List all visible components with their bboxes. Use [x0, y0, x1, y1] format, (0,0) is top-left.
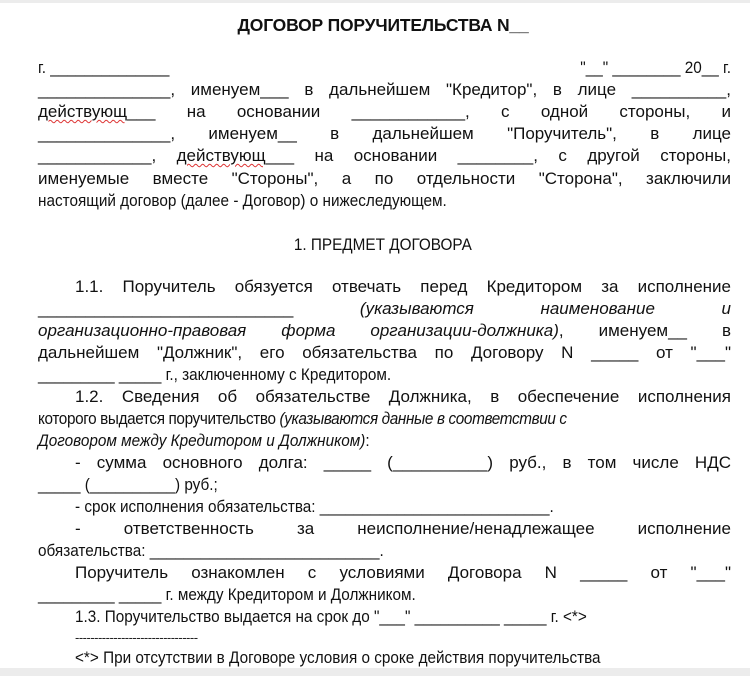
- clause-1-1-line-3: организационно-правовая форма организации-должника), именуем__ в: [38, 321, 731, 340]
- preamble-line-acting-2: ____________, действующ___ на основании ________, с другой стороны,: [38, 146, 731, 165]
- liability-line-2: обязательства: ___________________________.: [38, 541, 384, 560]
- preamble-line-creditor: ______________, именуем___ в дальнейшем "Кредитор", в лице __________,: [38, 80, 731, 99]
- clause-1-2-line-2: которого выдается поручительство (указываются данные в соответствии с: [38, 409, 567, 428]
- clause-1-2-line-3: Договором между Кредитором и Должником):: [38, 431, 370, 450]
- clause-1-1-line-5: _________ _____ г., заключенному с Кредитором.: [38, 365, 392, 384]
- liability-line-1: - ответственность за неисполнение/ненадлежащее исполнение: [75, 519, 731, 538]
- preamble-line-conclusion: настоящий договор (далее - Договор) о нижеследующем.: [38, 191, 447, 210]
- clause-1-3: 1.3. Поручительство выдается на срок до "___" __________ _____ г. <*>: [75, 607, 587, 626]
- section-heading: 1. ПРЕДМЕТ ДОГОВОРА: [294, 235, 472, 254]
- preamble-line-city-date: [38, 58, 731, 78]
- clause-1-2-line-1: 1.2. Сведения об обязательстве Должника, в обеспечение исполнения: [75, 387, 731, 406]
- city-field: г. ______________: [38, 58, 170, 77]
- clause-1-1-line-1: 1.1. Поручитель обязуется отвечать перед Кредитором за исполнение: [75, 277, 731, 296]
- debt-amount-line-2: _____ (__________) руб.;: [38, 475, 218, 494]
- document-page: [0, 3, 750, 668]
- spellcheck-word: действующ: [38, 102, 128, 121]
- footnote-separator: --------------------------------: [75, 630, 198, 645]
- document-title: ДОГОВОР ПОРУЧИТЕЛЬСТВА N__: [237, 15, 529, 35]
- preamble-line-acting-1: действующ___ на основании ____________, с одной стороны, и: [38, 102, 731, 121]
- term-line: - срок исполнения обязательства: ___________________________.: [75, 497, 554, 516]
- acknowledgement-line-1: Поручитель ознакомлен с условиями Договора N _____ от "___": [75, 563, 731, 582]
- clause-1-1-line-2: ___________________________ (указываются наименование и: [38, 299, 731, 318]
- spellcheck-word: действующ: [176, 146, 266, 165]
- clause-1-1-line-4: дальнейшем "Должник", его обязательства по Договору N _____ от "___": [38, 343, 731, 362]
- footnote-text: <*> При отсутствии в Договоре условия о сроке действия поручительства: [75, 648, 601, 667]
- debt-amount-line-1: - сумма основного долга: _____ (__________) руб., в том числе НДС: [75, 453, 731, 472]
- acknowledgement-line-2: _________ _____ г. между Кредитором и Должником.: [38, 585, 416, 604]
- preamble-line-parties: именуемые вместе "Стороны", а по отдельности "Сторона", заключили: [38, 169, 731, 188]
- date-field: "__" ________ 20__ г.: [580, 58, 731, 77]
- preamble-line-guarantor: ______________, именуем__ в дальнейшем "Поручитель", в лице: [38, 124, 731, 143]
